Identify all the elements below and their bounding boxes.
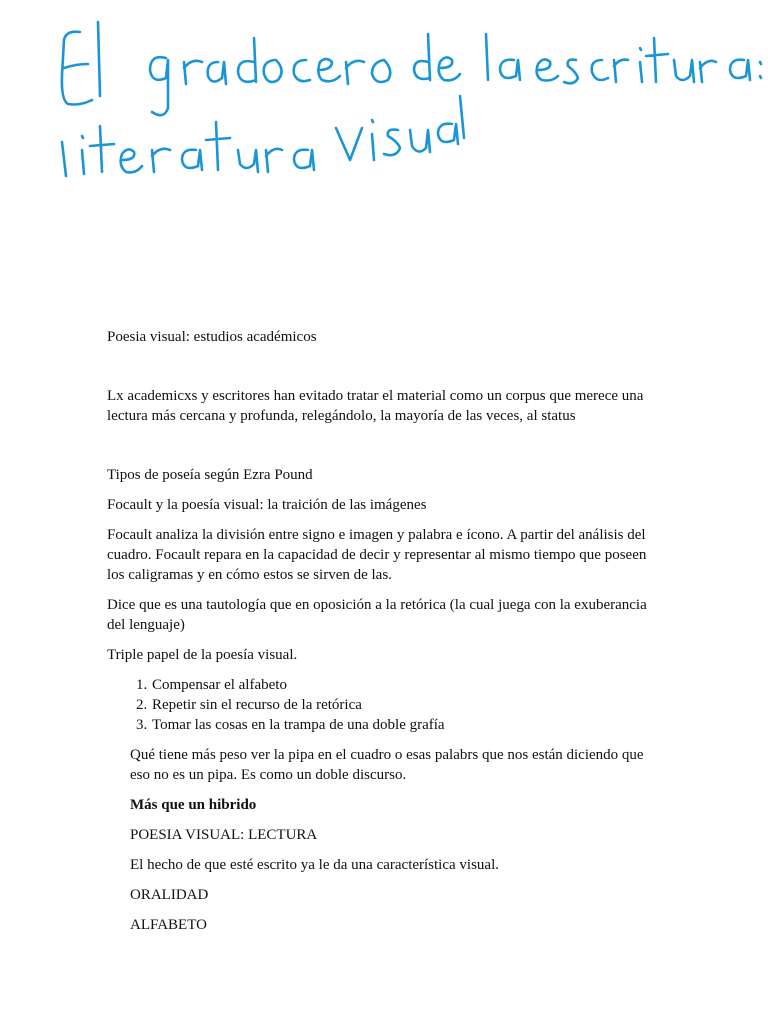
list-item: 2. Repetir sin el recurso de la retórica xyxy=(151,695,652,715)
hw-word-visual xyxy=(336,96,464,160)
hw-word-grado xyxy=(150,38,282,115)
handwritten-title xyxy=(0,0,768,200)
hw-word-literatura xyxy=(62,122,314,176)
section-heading: Poesia visual: estudios académicos xyxy=(107,329,317,345)
hecho-paragraph: El hecho de que esté escrito ya le da una característica visual. xyxy=(130,857,499,873)
triple-paragraph: Triple papel de la poesía visual. xyxy=(107,647,298,663)
hibrido-heading: Más que un hibrido xyxy=(130,797,257,813)
hw-word-la xyxy=(486,34,520,80)
focault-title: Focault y la poesía visual: la traición de las imágenes xyxy=(107,497,427,513)
document-body xyxy=(107,327,652,935)
hw-word-escritura xyxy=(537,38,761,83)
lectura-heading: POESIA VISUAL: LECTURA xyxy=(130,827,318,843)
list-item: 3. Tomar las cosas en la trampa de una doble grafía xyxy=(151,715,652,735)
alfabeto-line: ALFABETO xyxy=(130,917,207,933)
oralidad-line: ORALIDAD xyxy=(130,887,209,903)
numbered-list xyxy=(107,675,652,735)
focault-paragraph: Focault analiza la división entre signo e imagen y palabra e ícono. A partir del análisis del cuadro. Focault repara en la capacidad de decir y representar al mismo tiempo que poseen los caligramas y en cómo estos se sirven de las. xyxy=(107,527,647,583)
hw-word-de xyxy=(414,34,460,80)
hw-letter-E xyxy=(62,32,92,105)
list-item: 1. Compensar el alfabeto xyxy=(151,675,652,695)
pipa-paragraph: Qué tiene más peso ver la pipa en el cuadro o esas palabrs que nos están diciendo que eso no es un pipa. Es como un doble discurso. xyxy=(130,747,644,783)
intro-paragraph: Lx academicxs y escritores han evitado tratar el material como un corpus que merece una lectura más cercana y profunda, relegándolo, la mayoría de las veces, al status xyxy=(107,388,644,424)
handwritten-title-drawing xyxy=(0,0,768,200)
tautologia-paragraph: Dice que es una tautología que en oposición a la retórica (la cual juega con la exuberancia del lenguaje) xyxy=(107,597,647,633)
hw-word-cero xyxy=(294,59,391,84)
hw-letter-l xyxy=(98,22,100,96)
tipos-paragraph: Tipos de poseía según Ezra Pound xyxy=(107,467,313,483)
